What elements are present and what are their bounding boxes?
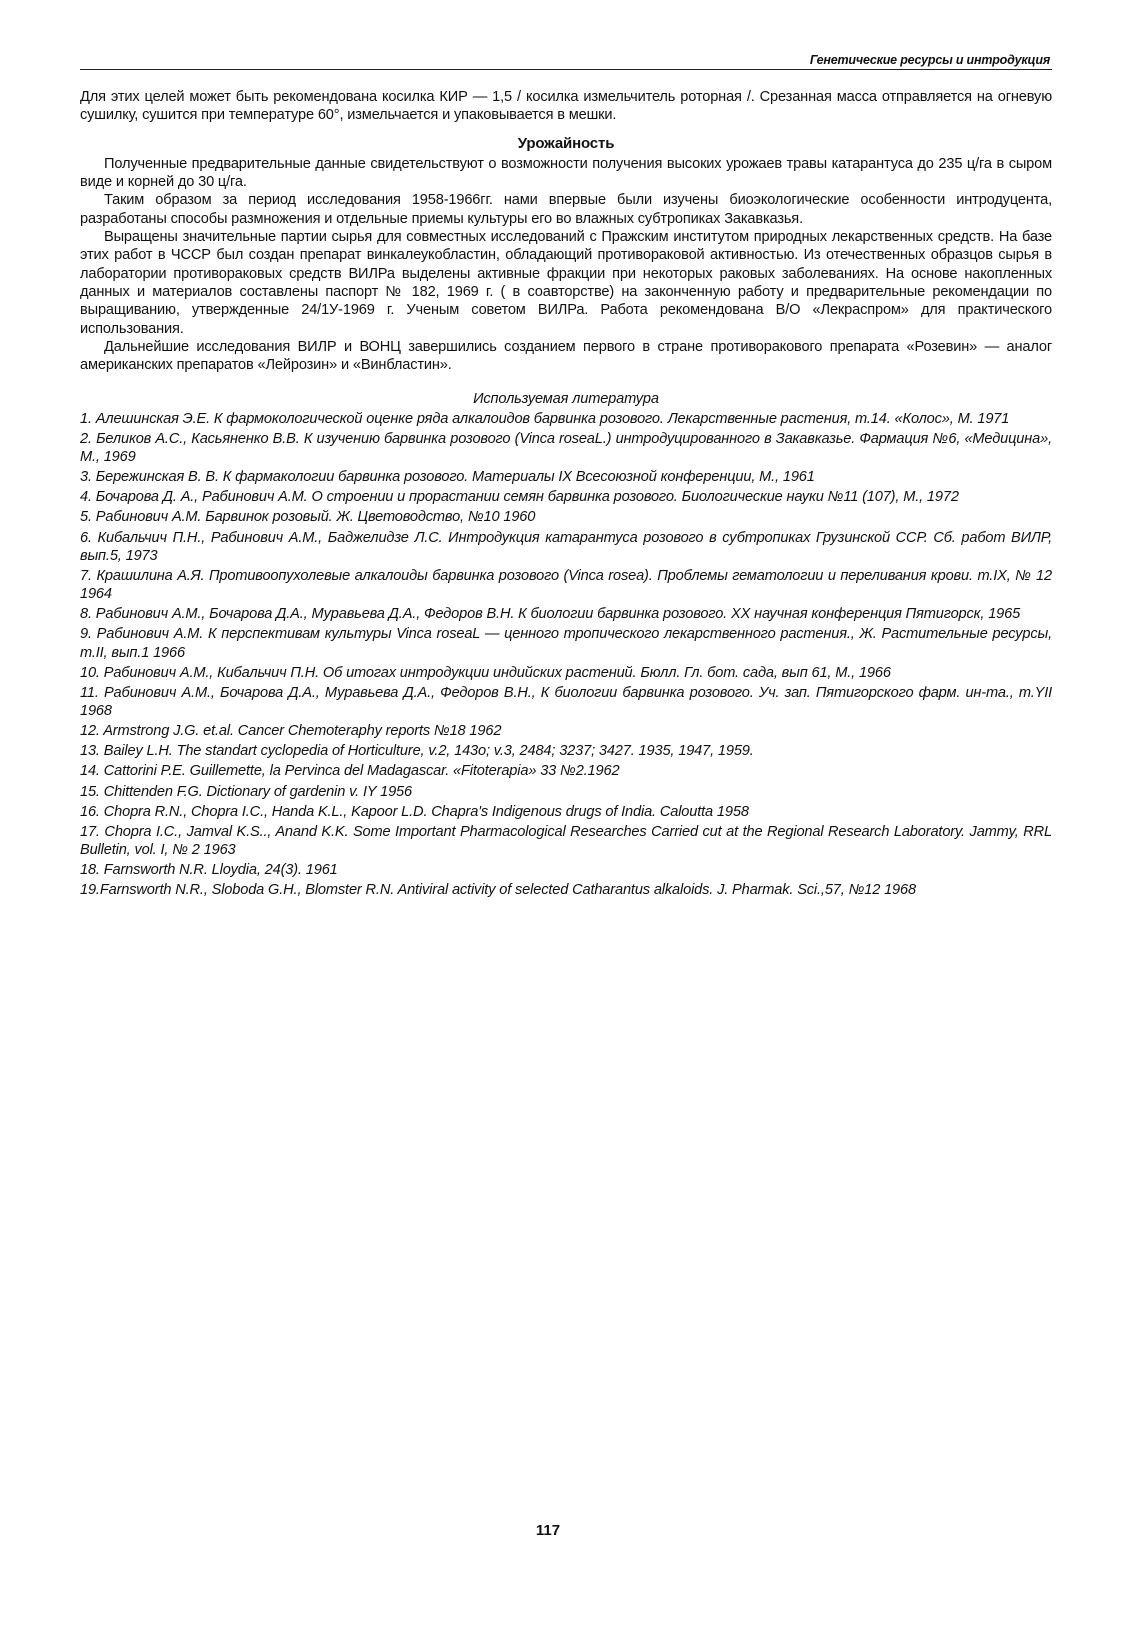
reference-item: 3. Бережинская В. В. К фармакологии барвинка розового. Материалы IX Всесоюзной конференции, М., 1961 — [80, 469, 815, 486]
intro-paragraph: Для этих целей может быть рекомендована косилка КИР — 1,5 / косилка измельчитель роторная /. Срезанная масса отправляется на огневую сушилку, сушится при температуре 60°, измельчается и упаковывается в мешки. — [80, 89, 1052, 124]
reference-item: 5. Рабинович А.М. Барвинок розовый. Ж. Цветоводство, №10 1960 — [80, 509, 536, 526]
body-paragraph: Таким образом за период исследования 1958-1966гг. нами впервые были изучены биоэкологические особенности интродуцента, разработаны способы размножения и отдельные приемы культуры его во влажных субтропиках Закавказья. — [80, 192, 1052, 227]
reference-item: 11. Рабинович А.М., Бочарова Д.А., Муравьева Д.А., Федоров В.Н., К биологии барвинка розового. Уч. зап. Пятигорского фарм. ин-та., т.YII 1968 — [80, 684, 1052, 720]
body-paragraph: Дальнейшие исследования ВИЛР и ВОНЦ завершились созданием первого в стране противоракового препарата «Розевин» — аналог американских препаратов «Лейрозин» и «Винбластин». — [80, 338, 1052, 374]
reference-item: 14. Cattorini P.E. Guillemette, la Pervinca del Madagascar. «Fitoterapia» 33 №2.1962 — [80, 763, 620, 780]
body-paragraph: Выращены значительные партии сырья для совместных исследований с Пражским институтом природных лекарственных средств. На базе этих работ в ЧССР был создан препарат винкалеукобластин, обладающий противораковой активностью. Из отечественных образцов сырья в лаборатории противораковых средств ВИЛРа выделены активные фракции при некоторых раковых заболеваниях. На основе накопленных данных и материалов составлены паспорт № 182, 1969 г. ( в соавторстве) на законченную работу и предварительные рекомендации по выращиванию, утвержденные 24/1У-1969 г. Ученым советом ВИЛРа. Работа рекомендована В/О «Лекраспром» для практического использования. — [80, 229, 1052, 337]
reference-item: 6. Кибальчич П.Н., Рабинович А.М., Баджелидзе Л.С. Интродукция катарантуса розового в субтропиках Грузинской ССР. Сб. работ ВИЛР, вып.5, 1973 — [80, 529, 1052, 564]
body-paragraph: Полученные предварительные данные свидетельствуют о возможности получения высоких урожаев травы катарантуса до 235 ц/га в сыром виде и корней до 30 ц/га. — [80, 155, 1052, 191]
reference-item: 16. Chopra R.N., Chopra I.C., Handa K.L., Kapoor L.D. Chapra's Indigenous drugs of India. Caloutta 1958 — [80, 803, 749, 820]
references-list — [80, 410, 1052, 900]
reference-item: 17. Chopra I.C., Jamval K.S.., Anand K.K. Some Important Pharmacological Researches Carried cut at the Regional Research Laboratory. Jammy, RRL Bulletin, vol. I, № 2 1963 — [80, 823, 1052, 859]
reference-item: 12. Armstrong J.G. et.al. Cancer Chemoteraphy reports №18 1962 — [80, 723, 502, 740]
reference-item: 19.Farnsworth N.R., Sloboda G.H., Blomster R.N. Antiviral activity of selected Catharantus alkaloids. J. Pharmak. Sci.,57, №12 1968 — [80, 882, 916, 899]
reference-item: 18. Farnsworth N.R. Lloydia, 24(3). 1961 — [80, 862, 338, 879]
header-rule — [80, 69, 1052, 70]
reference-item: 15. Chittenden F.G. Dictionary of gardenin v. IY 1956 — [80, 783, 412, 800]
references-title: Используемая литература — [473, 391, 659, 408]
page-number: 117 — [535, 1522, 561, 1539]
section-title: Урожайность — [517, 134, 615, 152]
reference-item: 7. Крашилина А.Я. Противоопухолевые алкалоиды барвинка розового (Vinca rosea). Проблемы гематологии и переливания крови. т.IX, № 12 1964 — [80, 567, 1052, 603]
main-content — [80, 88, 1052, 901]
reference-item: 10. Рабинович А.М., Кибальчич П.Н. Об итогах интродукции индийских растений. Бюлл. Гл. бот. сада, вып 61, М., 1966 — [80, 664, 891, 681]
reference-item: 4. Бочарова Д. А., Рабинович А.М. О строении и прорастании семян барвинка розового. Биологические науки №11 (107), М., 1972 — [80, 489, 959, 506]
reference-item: 1. Алешинская Э.Е. К фармокологической оценке ряда алкалоидов барвинка розового. Лекарственные растения, т.14. «Колос», М. 1971 — [80, 410, 1010, 427]
reference-item: 13. Bailey L.H. The standart cyclopedia of Horticulture, v.2, 143o; v.3, 2484; 3237; 3427. 1935, 1947, 1959. — [80, 743, 754, 760]
running-header: Генетические ресурсы и интродукция — [809, 53, 1050, 67]
reference-item: 2. Беликов А.С., Касьяненко В.В. К изучению барвинка розового (Vinca roseaL.) интродуцированного в Закавказье. Фармация №6, «Медицина», М., 1969 — [80, 430, 1052, 466]
reference-item: 9. Рабинович А.М. К перспективам культуры Vinca roseaL — ценного тропического лекарственного растения., Ж. Растительные ресурсы, т.II, вып.1 1966 — [80, 626, 1052, 661]
reference-item: 8. Рабинович А.М., Бочарова Д.А., Муравьева Д.А., Федоров В.Н. К биологии барвинка розового. XX научная конференция Пятигорск, 1965 — [80, 606, 1021, 623]
